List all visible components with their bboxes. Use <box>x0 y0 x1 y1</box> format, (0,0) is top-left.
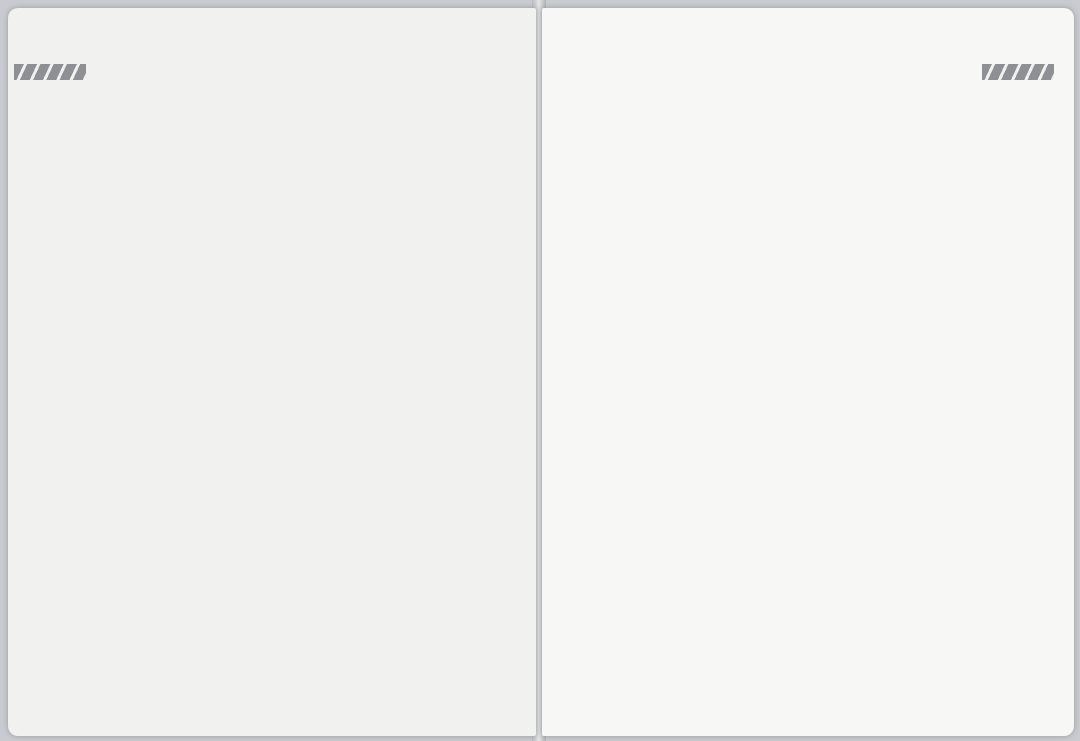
question-column-2 <box>792 96 1032 114</box>
header-stripe-decoration <box>982 64 1054 80</box>
left-page <box>8 8 536 736</box>
header-stripe-decoration <box>14 64 86 80</box>
right-page <box>542 8 1074 736</box>
